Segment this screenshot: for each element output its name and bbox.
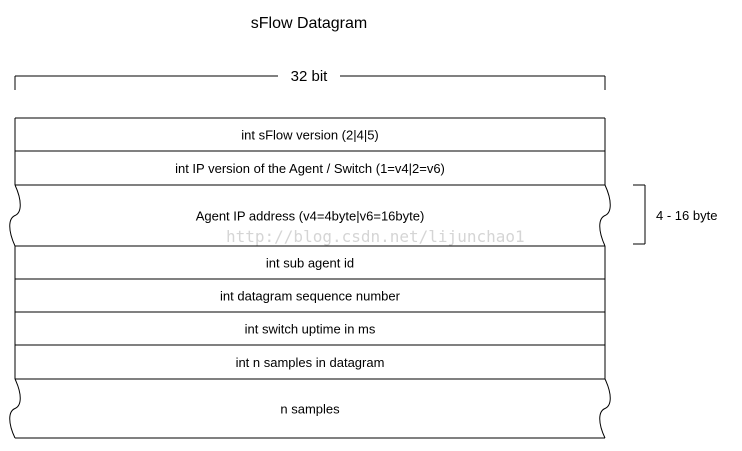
field-label: int datagram sequence number: [220, 288, 400, 304]
field-labels: [175, 128, 445, 417]
field-left-border-wavy: [10, 185, 21, 246]
field-label: n samples: [280, 401, 340, 417]
field-label: int sub agent id: [265, 255, 355, 271]
field-label: int IP version of the Agent / Switch (1=v4|2=v6): [175, 161, 445, 176]
field-right-border-wavy: [600, 379, 611, 438]
field-right-border-wavy: [600, 185, 611, 246]
diagram-title: sFlow Datagram: [250, 15, 368, 32]
field-label: int sFlow version (2|4|5): [241, 127, 379, 143]
field-label: int n samples in datagram: [235, 355, 385, 370]
field-label: Agent IP address (v4=4byte|v6=16byte): [195, 208, 425, 224]
size-annotation-bracket: [633, 185, 645, 244]
field-label: int switch uptime in ms: [244, 321, 376, 337]
watermark-text: http://blog.csdn.net/lijunchao1: [226, 227, 525, 246]
field-left-border-wavy: [10, 379, 21, 438]
bit-width-label: 32 bit: [290, 68, 328, 85]
size-annotation-label: 4 - 16 byte: [656, 208, 718, 223]
